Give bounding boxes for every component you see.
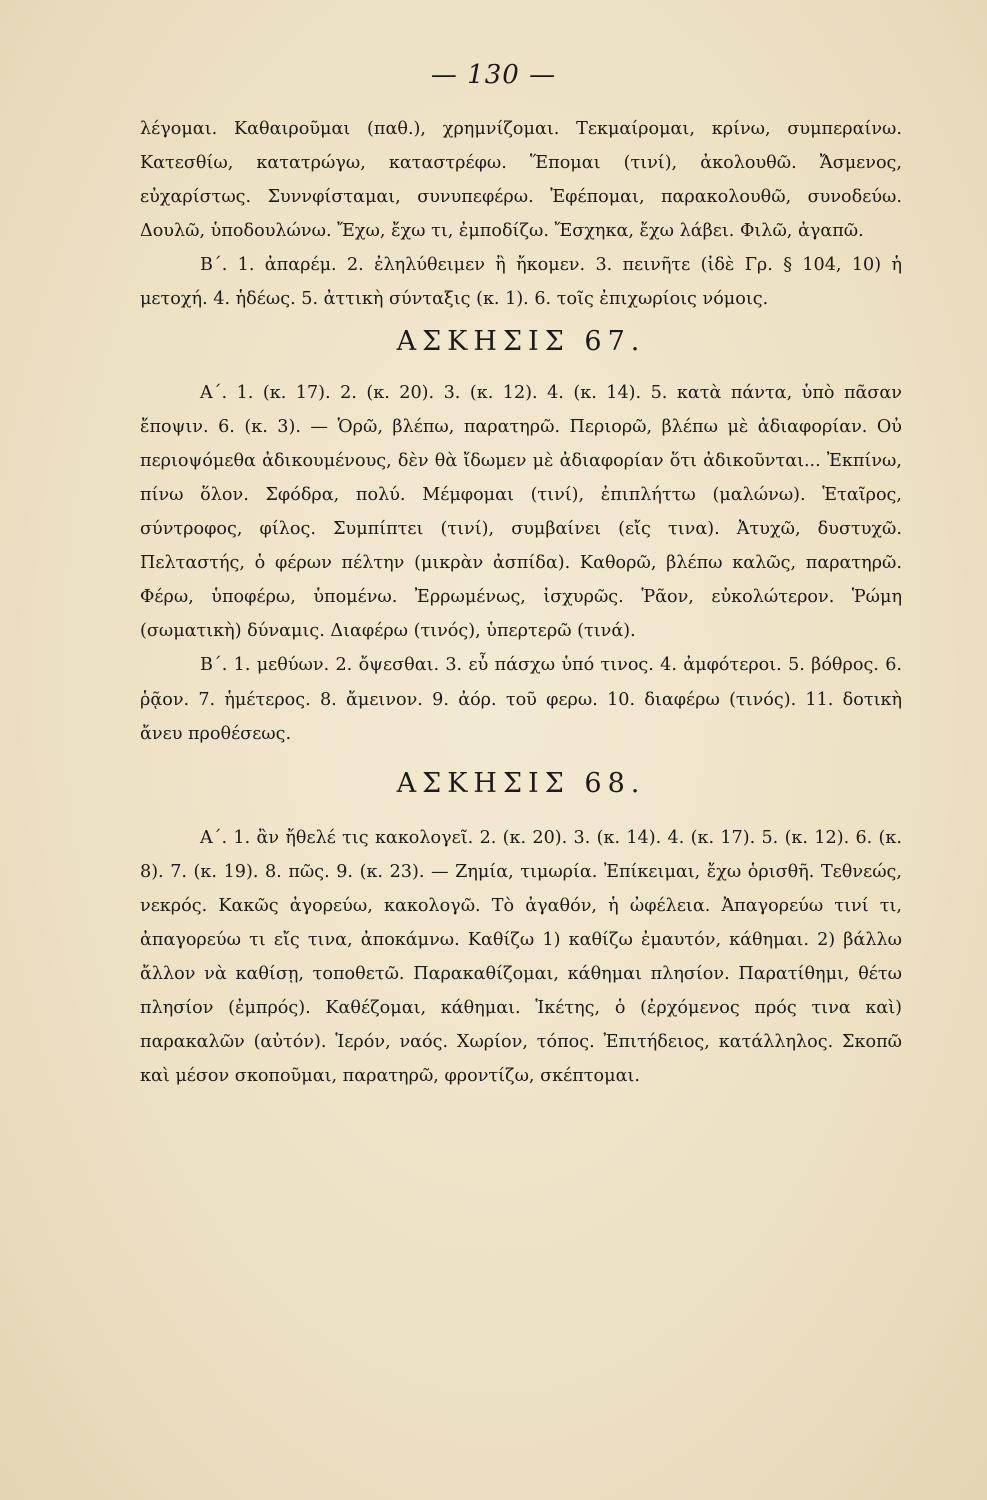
exercise-heading-68: ΑΣΚΗΣΙΣ 68. — [396, 767, 646, 799]
paragraph-answers-a-67: Α΄. 1. (κ. 17). 2. (κ. 20). 3. (κ. 12). 4. (κ. 14). 5. κατὰ πάντα, ὑπὸ πᾶσαν ἔποψιν. 6. (κ. 3). — Ὁρῶ, βλέπω, παρατηρῶ. Περιορῶ, βλέπω μὲ ἀδιαφορίαν. Οὐ περιοψόμεθα ἀδικουμένους, δὲν θὰ ἴδωμεν μὲ ἀδιαφορίαν ὅτι ἀδικοῦνται... Ἐκπίνω, πίνω ὅλον. Σφόδρα, πολύ. Μέμφομαι (τινί), ἐπιπλήττω (μαλώνω). Ἑταῖρος, σύντροφος, φίλος. Συμπίπτει (τινί), συμβαίνει (εἴς τινα). Ἀτυχῶ, δυστυχῶ. Πελταστής, ὁ φέρων πέλτην (μικρὰν ἀσπίδα). Καθορῶ, βλέπω καλῶς, παρατηρῶ. Φέρω, ὑποφέρω, ὑπομένω. Ἐρρωμένως, ἰσχυρῶς. Ῥᾶον, εὐκολώτερον. Ῥώμη (σωματικὴ) δύναμις. Διαφέρω (τινός), ὑπερτερῶ (τινά). — [140, 382, 902, 642]
exercise-heading-67: ΑΣΚΗΣΙΣ 67. — [396, 325, 646, 357]
page-body — [140, 112, 902, 1094]
paragraph-answers-b-67: Β΄. 1. μεθύων. 2. ὄψεσθαι. 3. εὖ πάσχω ὑπό τινος. 4. ἀμφότεροι. 5. βόθρος. 6. ῥᾷον. 7. ἡμέτερος. 8. ἄμεινον. 9. ἀόρ. τοῦ φερω. 10. διαφέρω (τινός). 11. δοτικὴ ἄνευ προθέσεως. — [140, 655, 902, 744]
paragraph-vocabulary-continued: λέγομαι. Καθαιροῦμαι (παθ.), χρημνίζομαι. Τεκμαίρομαι, κρίνω, συμπεραίνω. Κατεσθίω, κατατρώγω, καταστρέφω. Ἕπομαι (τινί), ἀκολουθῶ. Ἄσμενος, εὐχαρίστως. Συννφίσταμαι, συνυπεφέρω. Ἐφέπομαι, παρακολουθῶ, συνοδεύω. Δουλῶ, ὑποδουλώνω. Ἔχω, ἔχω τι, ἐμποδίζω. Ἔσχηκα, ἔχω λάβει. Φιλῶ, ἀγαπῶ. — [140, 119, 902, 242]
paragraph-answers-a-68: Α΄. 1. ἂν ἤθελέ τις κακολογεῖ. 2. (κ. 20). 3. (κ. 14). 4. (κ. 17). 5. (κ. 12). 6. (κ. 8). 7. (κ. 19). 8. πῶς. 9. (κ. 23). — Ζημία, τιμωρία. Ἐπίκειμαι, ἔχω ὁρισθῆ. Τεθνεώς, νεκρός. Κακῶς ἀγορεύω, κακολογῶ. Τὸ ἀγαθόν, ἡ ὠφέλεια. Ἀπαγορεύω τινί τι, ἀπαγορεύω τι εἴς τινα, ἀποκάμνω. Καθίζω 1) καθίζω ἐμαυτόν, κάθημαι. 2) βάλλω ἄλλον νὰ καθίσῃ, τοποθετῶ. Παρακαθίζομαι, κάθημαι πλησίον. Παρατίθημι, θέτω πλησίον (ἐμπρός). Καθέζομαι, κάθημαι. Ἱκέτης, ὁ (ἐρχόμενος πρός τινα καὶ) παρακαλῶν (αὐτόν). Ἱερόν, ναός. Χωρίον, τόπος. Ἐπιτήδειος, κατάλληλος. Σκοπῶ καὶ μέσον σκοποῦμαι, παρατηρῶ, φροντίζω, σκέπτομαι. — [140, 827, 902, 1087]
paragraph-answers-b-66: Β΄. 1. ἀπαρέμ. 2. ἐληλύθειμεν ἢ ἤκομεν. 3. πεινῆτε (ἰδὲ Γρ. § 104, 10) ἡ μετοχή. 4. ἡδέως. 5. ἀττικὴ σύνταξις (κ. 1). 6. τοῖς ἐπιχωρίοις νόμοις. — [140, 255, 902, 310]
page-number: — 130 — — [430, 60, 557, 90]
